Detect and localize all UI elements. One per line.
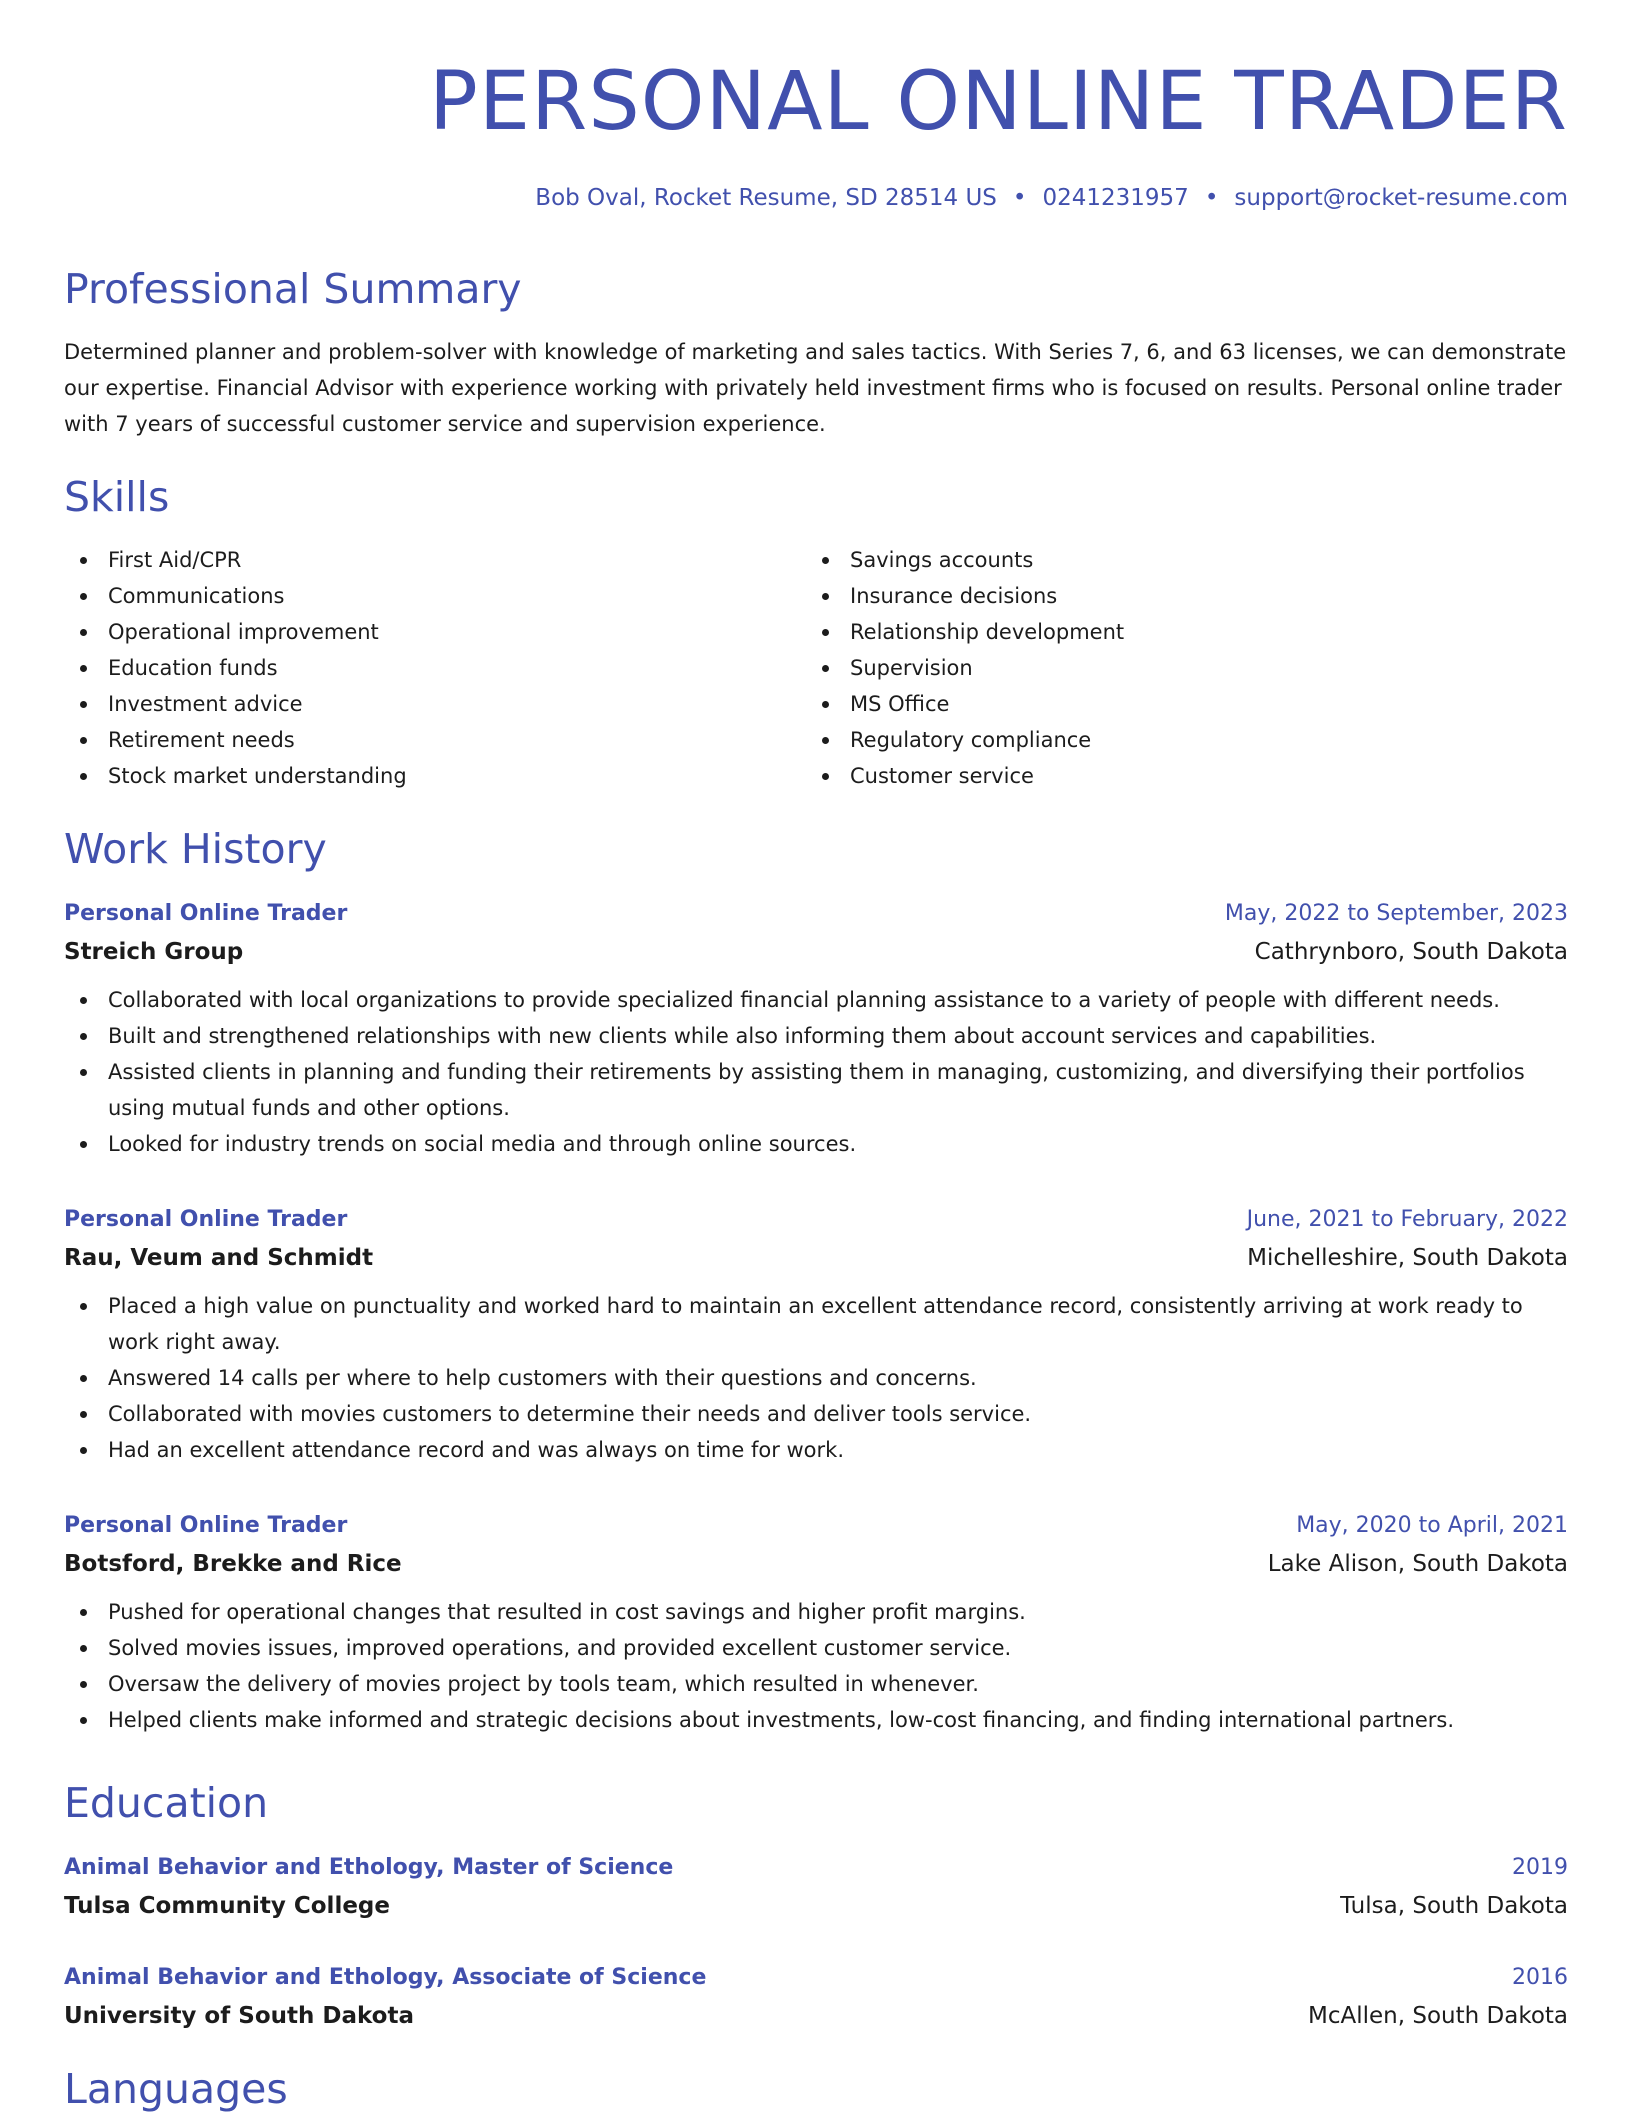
job-bullets [64,982,1568,1162]
section-heading-skills: Skills [64,473,170,521]
education-degree: Animal Behavior and Ethology, Associate of Science [64,1965,707,1990]
job-location: Lake Alison, South Dakota [1267,1551,1568,1577]
education-entry [64,1960,1568,2036]
job-entry [64,896,1568,1162]
skill-item: Customer service [806,758,1548,794]
education-degree: Animal Behavior and Ethology, Master of Science [64,1855,674,1880]
job-entry [64,1202,1568,1468]
education-school: University of South Dakota [64,2003,414,2029]
job-company: Streich Group [64,939,244,965]
job-bullet: Collaborated with movies customers to determine their needs and deliver tools service. [64,1396,1568,1432]
job-dates: May, 2022 to September, 2023 [1224,901,1568,926]
education-location: McAllen, South Dakota [1308,2003,1568,2029]
skills-column-left [64,542,806,794]
contact-separator: • [1204,185,1219,211]
contact-separator: • [1012,185,1027,211]
job-dates: June, 2021 to February, 2022 [1246,1207,1568,1232]
job-bullet: Built and strengthened relationships with new clients while also informing them about account services and capabilities. [64,1018,1568,1054]
contact-address: Bob Oval, Rocket Resume, SD 28514 US [535,185,997,211]
job-bullet: Answered 14 calls per where to help customers with their questions and concerns. [64,1360,1568,1396]
job-title: Personal Online Trader [64,1207,348,1232]
section-heading-languages: Languages [64,2065,288,2112]
job-bullet: Solved movies issues, improved operations, and provided excellent customer service. [64,1630,1568,1666]
job-bullet: Assisted clients in planning and funding their retirements by assisting them in managing, customizing, and diversifying their portfolios using mutual funds and other options. [64,1054,1568,1126]
job-bullet: Helped clients make informed and strategic decisions about investments, low-cost financing, and finding international partners. [64,1702,1568,1738]
education-year: 2016 [1512,1965,1568,1990]
section-heading-education: Education [64,1779,269,1827]
skill-item: Regulatory compliance [806,722,1548,758]
job-title: Personal Online Trader [64,1513,348,1538]
job-company: Rau, Veum and Schmidt [64,1245,374,1271]
skill-item: Savings accounts [806,542,1548,578]
education-school: Tulsa Community College [64,1893,390,1919]
job-bullet: Pushed for operational changes that resulted in cost savings and higher profit margins. [64,1594,1568,1630]
skill-item: Stock market understanding [64,758,806,794]
skill-item: Investment advice [64,686,806,722]
skill-item: Communications [64,578,806,614]
job-bullet: Had an excellent attendance record and was always on time for work. [64,1432,1568,1468]
skill-item: Supervision [806,650,1548,686]
job-entry [64,1508,1568,1738]
skill-item: Relationship development [806,614,1548,650]
job-title: Personal Online Trader [64,901,348,926]
skills-list [64,542,1568,794]
job-bullets [64,1594,1568,1738]
section-heading-summary: Professional Summary [64,265,522,313]
skills-column-right [806,542,1548,794]
job-location: Cathrynboro, South Dakota [1254,939,1568,965]
contact-email: support@rocket-resume.com [1234,185,1568,211]
contact-phone: 0241231957 [1042,185,1189,211]
education-year: 2019 [1512,1855,1568,1880]
education-entry [64,1850,1568,1926]
contact-line [535,182,1568,214]
job-bullets [64,1288,1568,1468]
section-heading-work-history: Work History [64,825,327,873]
skill-item: First Aid/CPR [64,542,806,578]
job-bullet: Placed a high value on punctuality and worked hard to maintain an excellent attendance record, consistently arriving at work ready to work right away. [64,1288,1568,1360]
skill-item: Retirement needs [64,722,806,758]
skill-item: Education funds [64,650,806,686]
job-dates: May, 2020 to April, 2021 [1296,1513,1568,1538]
summary-text: Determined planner and problem-solver with knowledge of marketing and sales tactics. With Series 7, 6, and 63 licenses, we can demonstrate our expertise. Financial Advisor with experience working with privately held investment firms who is focused on results. Personal online trader with 7 years of successful customer service and supervision experience. [64,340,1567,436]
job-bullet: Oversaw the delivery of movies project by tools team, which resulted in whenever. [64,1666,1568,1702]
job-company: Botsford, Brekke and Rice [64,1551,402,1577]
education-location: Tulsa, South Dakota [1340,1893,1568,1919]
skill-item: MS Office [806,686,1548,722]
resume-title: PERSONAL ONLINE TRADER [429,55,1568,149]
skill-item: Operational improvement [64,614,806,650]
job-bullet: Collaborated with local organizations to provide specialized financial planning assistance to a variety of people with different needs. [64,982,1568,1018]
job-bullet: Looked for industry trends on social media and through online sources. [64,1126,1568,1162]
skill-item: Insurance decisions [806,578,1548,614]
job-location: Michelleshire, South Dakota [1247,1245,1568,1271]
